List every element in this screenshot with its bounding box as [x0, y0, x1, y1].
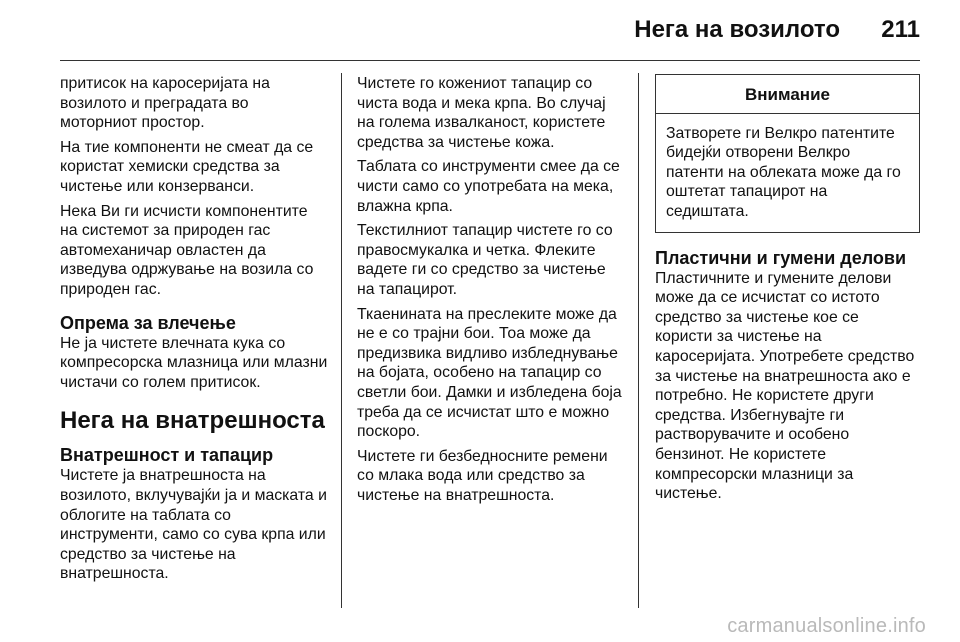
section-heading-towing: Опрема за влечење: [60, 312, 236, 333]
paragraph: Не ја чистете влечната кука со компресорска млазница или млазни чистачи со голем притисок.: [60, 334, 328, 391]
column-divider: [638, 73, 639, 608]
header-divider: [60, 60, 920, 61]
paragraph: Нека Ви ги исчисти компонентите на системот за природен гас автомеханичар овластен да изведува одржување на возила со природен гас.: [60, 202, 314, 298]
paragraph: Чистете ги безбедносните ремени со млака вода или средство за чистење на внатрешноста.: [357, 447, 608, 504]
paragraph: Ткаенината на преслеките може да не е со трајни бои. Тоа може да предизвика видливо избледнување на бојата, особено на тапацир со светли бои. Дамки и избледена боја треба да се исчистат што е можно поскоро.: [357, 305, 622, 441]
paragraph: Таблата со инструменти смее да се чисти само со употребата на мека, влажна крпа.: [357, 158, 620, 215]
paragraph: Текстилниот тапацир чистете го со правосмукалка и четка. Флеките вадете ги со средство за чистење на тапацирот.: [357, 222, 613, 298]
warning-title: Внимание: [656, 75, 919, 114]
paragraph: Чистете го кожениот тапацир со чиста вода и мека крпа. Во случај на голема извалканост, користете средства за чистење кожа.: [357, 75, 606, 151]
column-2: [357, 74, 627, 510]
section-heading-upholstery: Внатрешност и тапацир: [60, 445, 274, 466]
paragraph: притисок на каросеријата на возилото и преградата во моторниот простор.: [60, 75, 270, 132]
page-number: 211: [881, 16, 920, 43]
warning-box: [655, 74, 920, 233]
paragraph: На тие компоненти не смеат да се користат хемиски средства за чистење или конзерванси.: [60, 138, 314, 195]
watermark: carmanualsonline.info: [727, 615, 926, 637]
page-header: [0, 0, 960, 62]
column-3: [655, 74, 920, 509]
section-heading-plastic: Пластични и гумени делови: [655, 247, 907, 268]
warning-text: Затворете ги Велкро патентите бидејќи отворени Велкро патенти на облеката може да го оштетат тапацирот на седиштата.: [666, 124, 901, 220]
page-title: Нега на возилото: [634, 16, 840, 43]
paragraph: Пластичните и гумените делови може да се исчистат со истото средство за чистење кое се користи за чистење на каросеријата. Употребете средство за чистење на внатрешноста ако е потребно. Не користете други средства. Избегнувајте ги растворувачите и особено бензинот. Не користете компресорски млазници за чистење.: [655, 269, 915, 503]
column-divider: [341, 73, 342, 608]
column-1: [60, 74, 328, 589]
chapter-heading-interior: Нега на внатрешноста: [60, 407, 325, 435]
paragraph: Чистете ја внатрешноста на возилото, вклучувајќи ја и маската и облогите на таблата со инструменти, само со сува крпа или средство за чистење на внатрешноста.: [60, 467, 327, 583]
